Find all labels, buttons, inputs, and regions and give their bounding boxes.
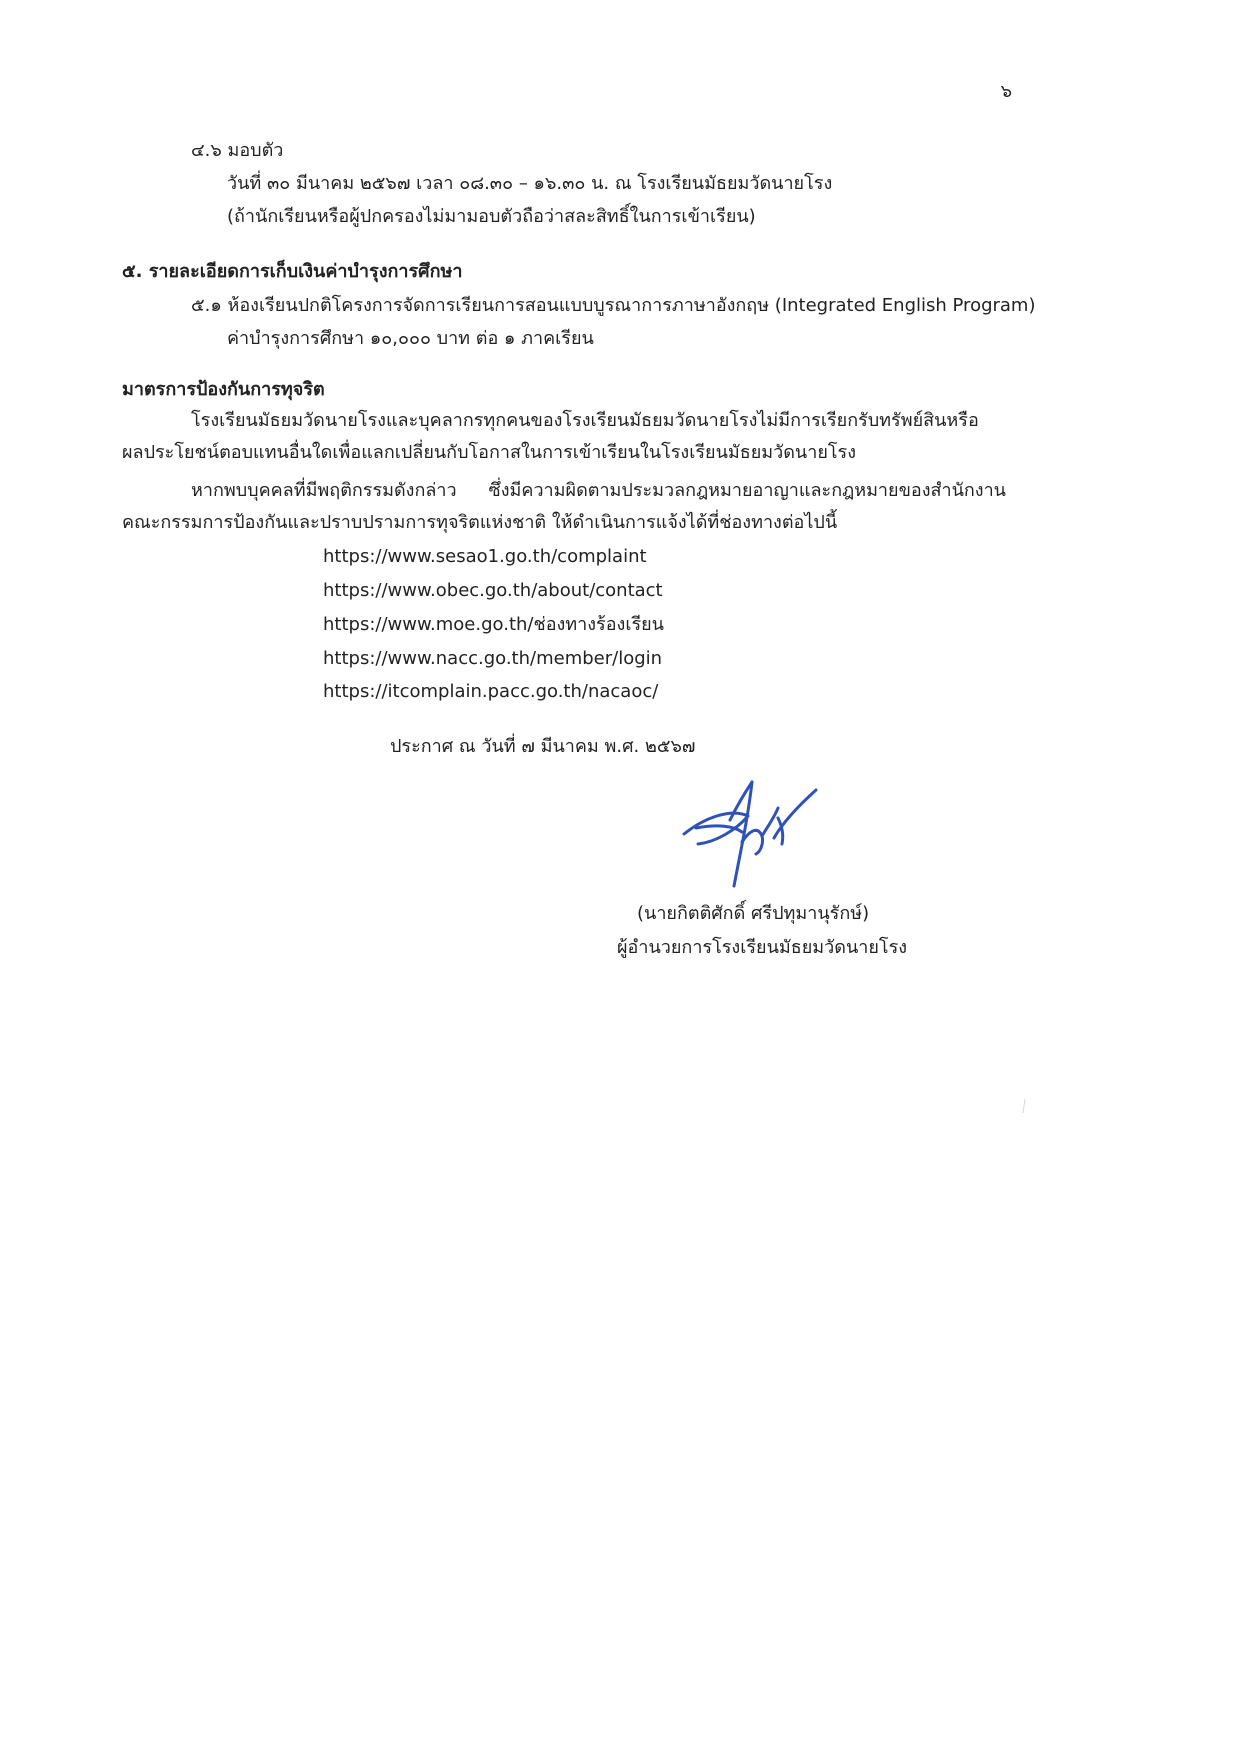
complaint-link-sesao1[interactable]: https://www.sesao1.go.th/complaint xyxy=(323,546,647,567)
page-number: ๖ xyxy=(1000,81,1012,102)
complaint-link-pacc[interactable]: https://itcomplain.pacc.go.th/nacaoc/ xyxy=(323,681,659,702)
anticorruption-paragraph-2-line-1: หากพบบุคคลที่มีพฤติกรรมดังกล่าว ซึ่งมีความผิดตามประมวลกฎหมายอาญาและกฎหมายของสำนักงาน xyxy=(191,480,1006,501)
anticorruption-paragraph-2-line-2: คณะกรรมการป้องกันและปราบปรามการทุจริตแห่งชาติ ให้ดำเนินการแจ้งได้ที่ช่องทางต่อไปนี้ xyxy=(122,512,838,533)
section-4-6-detail: วันที่ ๓๐ มีนาคม ๒๕๖๗ เวลา ๐๘.๓๐ – ๑๖.๓๐ น. ณ โรงเรียนมัธยมวัดนายโรง xyxy=(227,173,833,194)
announcement-date: ประกาศ ณ วันที่ ๗ มีนาคม พ.ศ. ๒๕๖๗ xyxy=(390,736,696,757)
section-5-heading: ๕. รายละเอียดการเก็บเงินค่าบำรุงการศึกษา xyxy=(122,261,463,282)
section-4-6-heading: ๔.๖ มอบตัว xyxy=(191,140,284,161)
scan-mark xyxy=(1021,1098,1027,1114)
section-5-1-fee: ค่าบำรุงการศึกษา ๑๐,๐๐๐ บาท ต่อ ๑ ภาคเรียน xyxy=(227,328,594,349)
complaint-link-moe[interactable]: https://www.moe.go.th/ช่องทางร้องเรียน xyxy=(323,614,664,635)
anticorruption-heading: มาตรการป้องกันการทุจริต xyxy=(122,379,325,400)
section-5-1-item: ๕.๑ ห้องเรียนปกติโครงการจัดการเรียนการสอนแบบบูรณาการภาษาอังกฤษ (Integrated English Program) xyxy=(191,295,1036,316)
signatory-position: ผู้อำนวยการโรงเรียนมัธยมวัดนายโรง xyxy=(617,937,908,958)
anticorruption-paragraph-1-line-1: โรงเรียนมัธยมวัดนายโรงและบุคลากรทุกคนของโรงเรียนมัธยมวัดนายโรงไม่มีการเรียกรับทรัพย์สินหรือ xyxy=(191,410,979,431)
section-4-6-note: (ถ้านักเรียนหรือผู้ปกครองไม่มามอบตัวถือว่าสละสิทธิ์ในการเข้าเรียน) xyxy=(227,206,756,227)
signatory-name: (นายกิตติศักดิ์ ศรีปทุมานุรักษ์) xyxy=(637,903,870,924)
director-signature xyxy=(678,778,830,888)
complaint-link-obec[interactable]: https://www.obec.go.th/about/contact xyxy=(323,580,663,601)
complaint-link-nacc[interactable]: https://www.nacc.go.th/member/login xyxy=(323,648,663,669)
anticorruption-paragraph-1-line-2: ผลประโยชน์ตอบแทนอื่นใดเพื่อแลกเปลี่ยนกับโอกาสในการเข้าเรียนในโรงเรียนมัธยมวัดนายโรง xyxy=(122,442,857,463)
